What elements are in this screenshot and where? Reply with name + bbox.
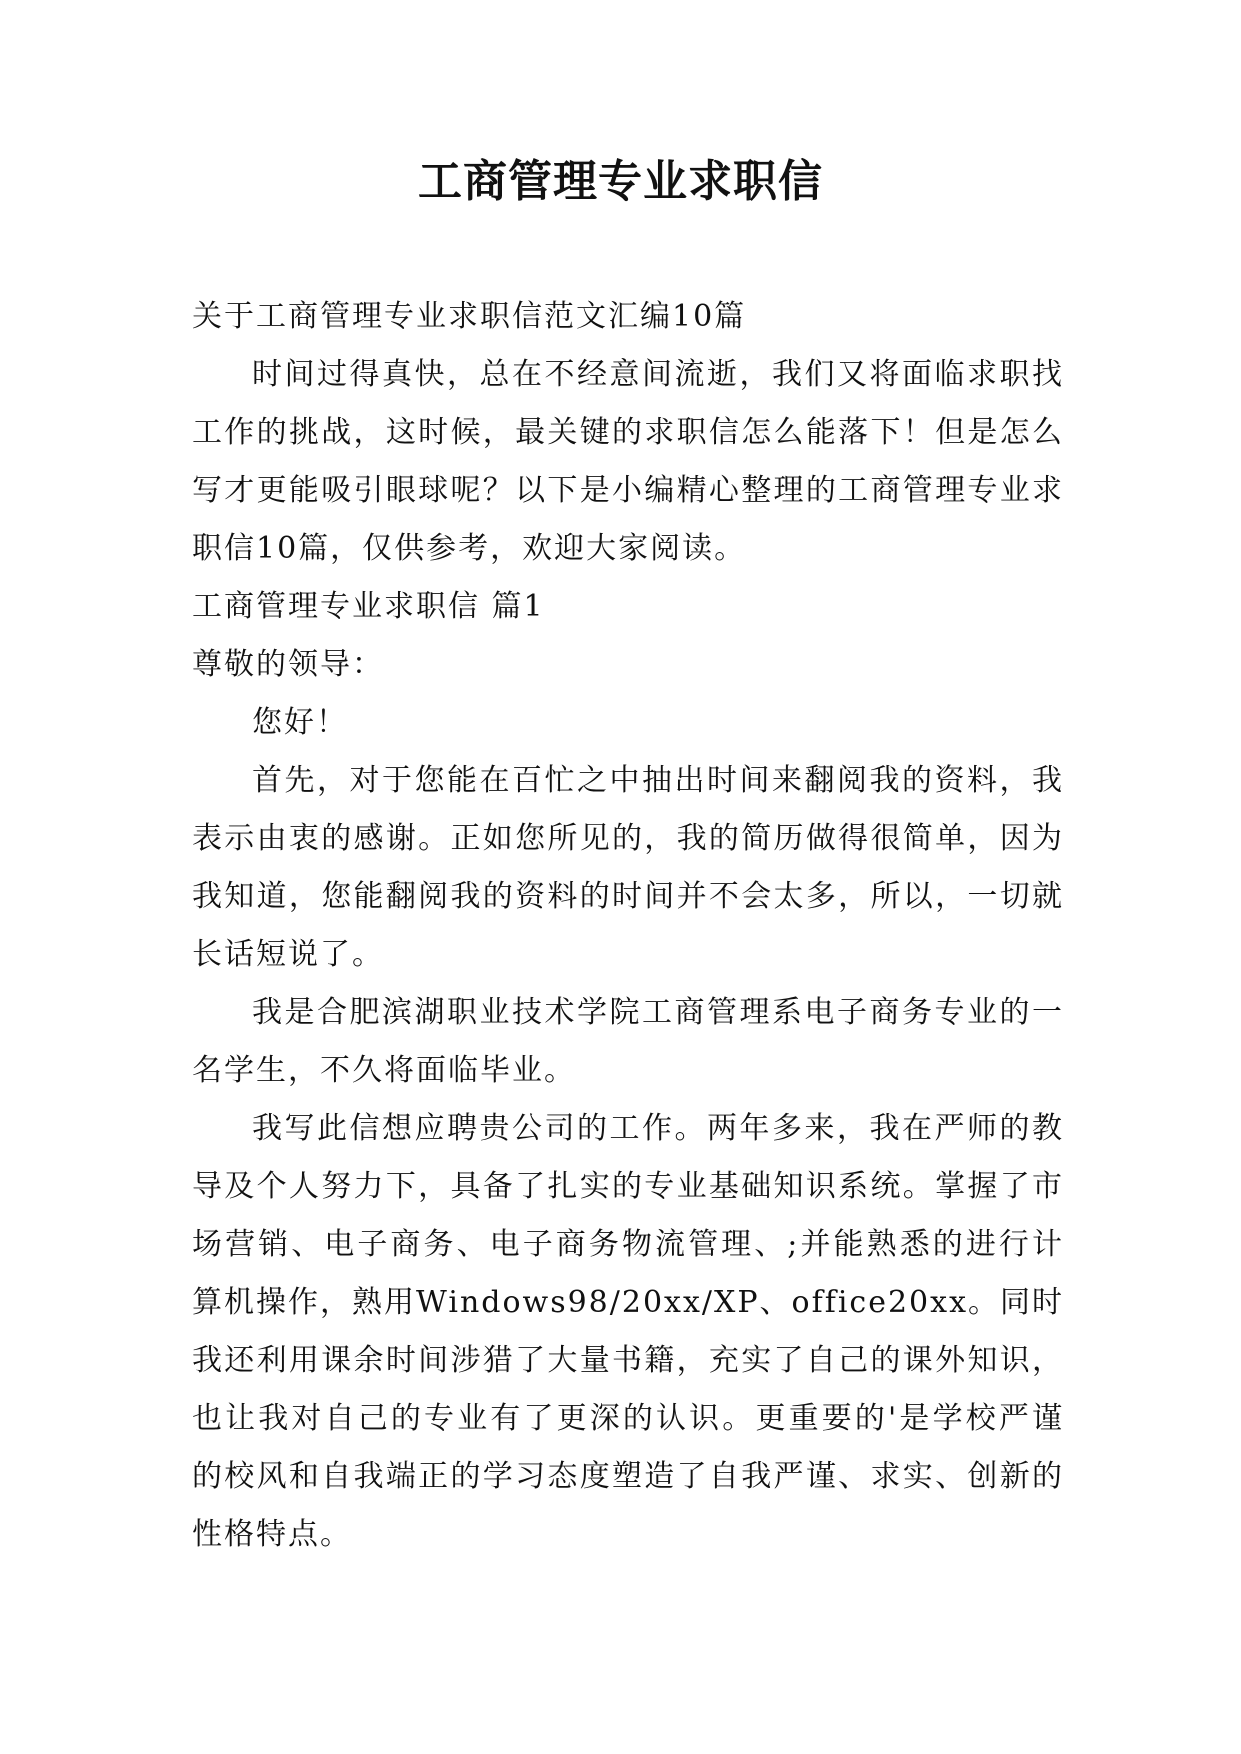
- document-subtitle: 关于工商管理专业求职信范文汇编10篇: [192, 299, 747, 334]
- letter-salutation: 尊敬的领导：: [192, 647, 384, 682]
- section-heading: 工商管理专业求职信 篇1: [192, 589, 545, 624]
- letter-paragraph: 我是合肥滨湖职业技术学院工商管理系电子商务专业的一名学生，不久将面临毕业。: [192, 995, 1064, 1088]
- document-body: [192, 288, 1064, 1564]
- letter-greeting: 您好！: [252, 705, 348, 740]
- document-title: 工商管理专业求职信: [418, 156, 823, 207]
- intro-paragraph: 时间过得真快，总在不经意间流逝，我们又将面临求职找工作的挑战，这时候，最关键的求职信怎么能落下！但是怎么写才更能吸引眼球呢？以下是小编精心整理的工商管理专业求职信10篇，仅供参考，欢迎大家阅读。: [192, 357, 1064, 566]
- letter-paragraph: 我写此信想应聘贵公司的工作。两年多来，我在严师的教导及个人努力下，具备了扎实的专业基础知识系统。掌握了市场营销、电子商务、电子商务物流管理、;并能熟悉的进行计算机操作，熟用Windows98/20xx/XP、office20xx。同时我还利用课余时间涉猎了大量书籍，充实了自己的课外知识，也让我对自己的专业有了更深的认识。更重要的'是学校严谨的校风和自我端正的学习态度塑造了自我严谨、求实、创新的性格特点。: [192, 1111, 1064, 1552]
- letter-paragraph: 首先，对于您能在百忙之中抽出时间来翻阅我的资料，我表示由衷的感谢。正如您所见的，我的简历做得很简单，因为我知道，您能翻阅我的资料的时间并不会太多，所以，一切就长话短说了。: [192, 763, 1064, 972]
